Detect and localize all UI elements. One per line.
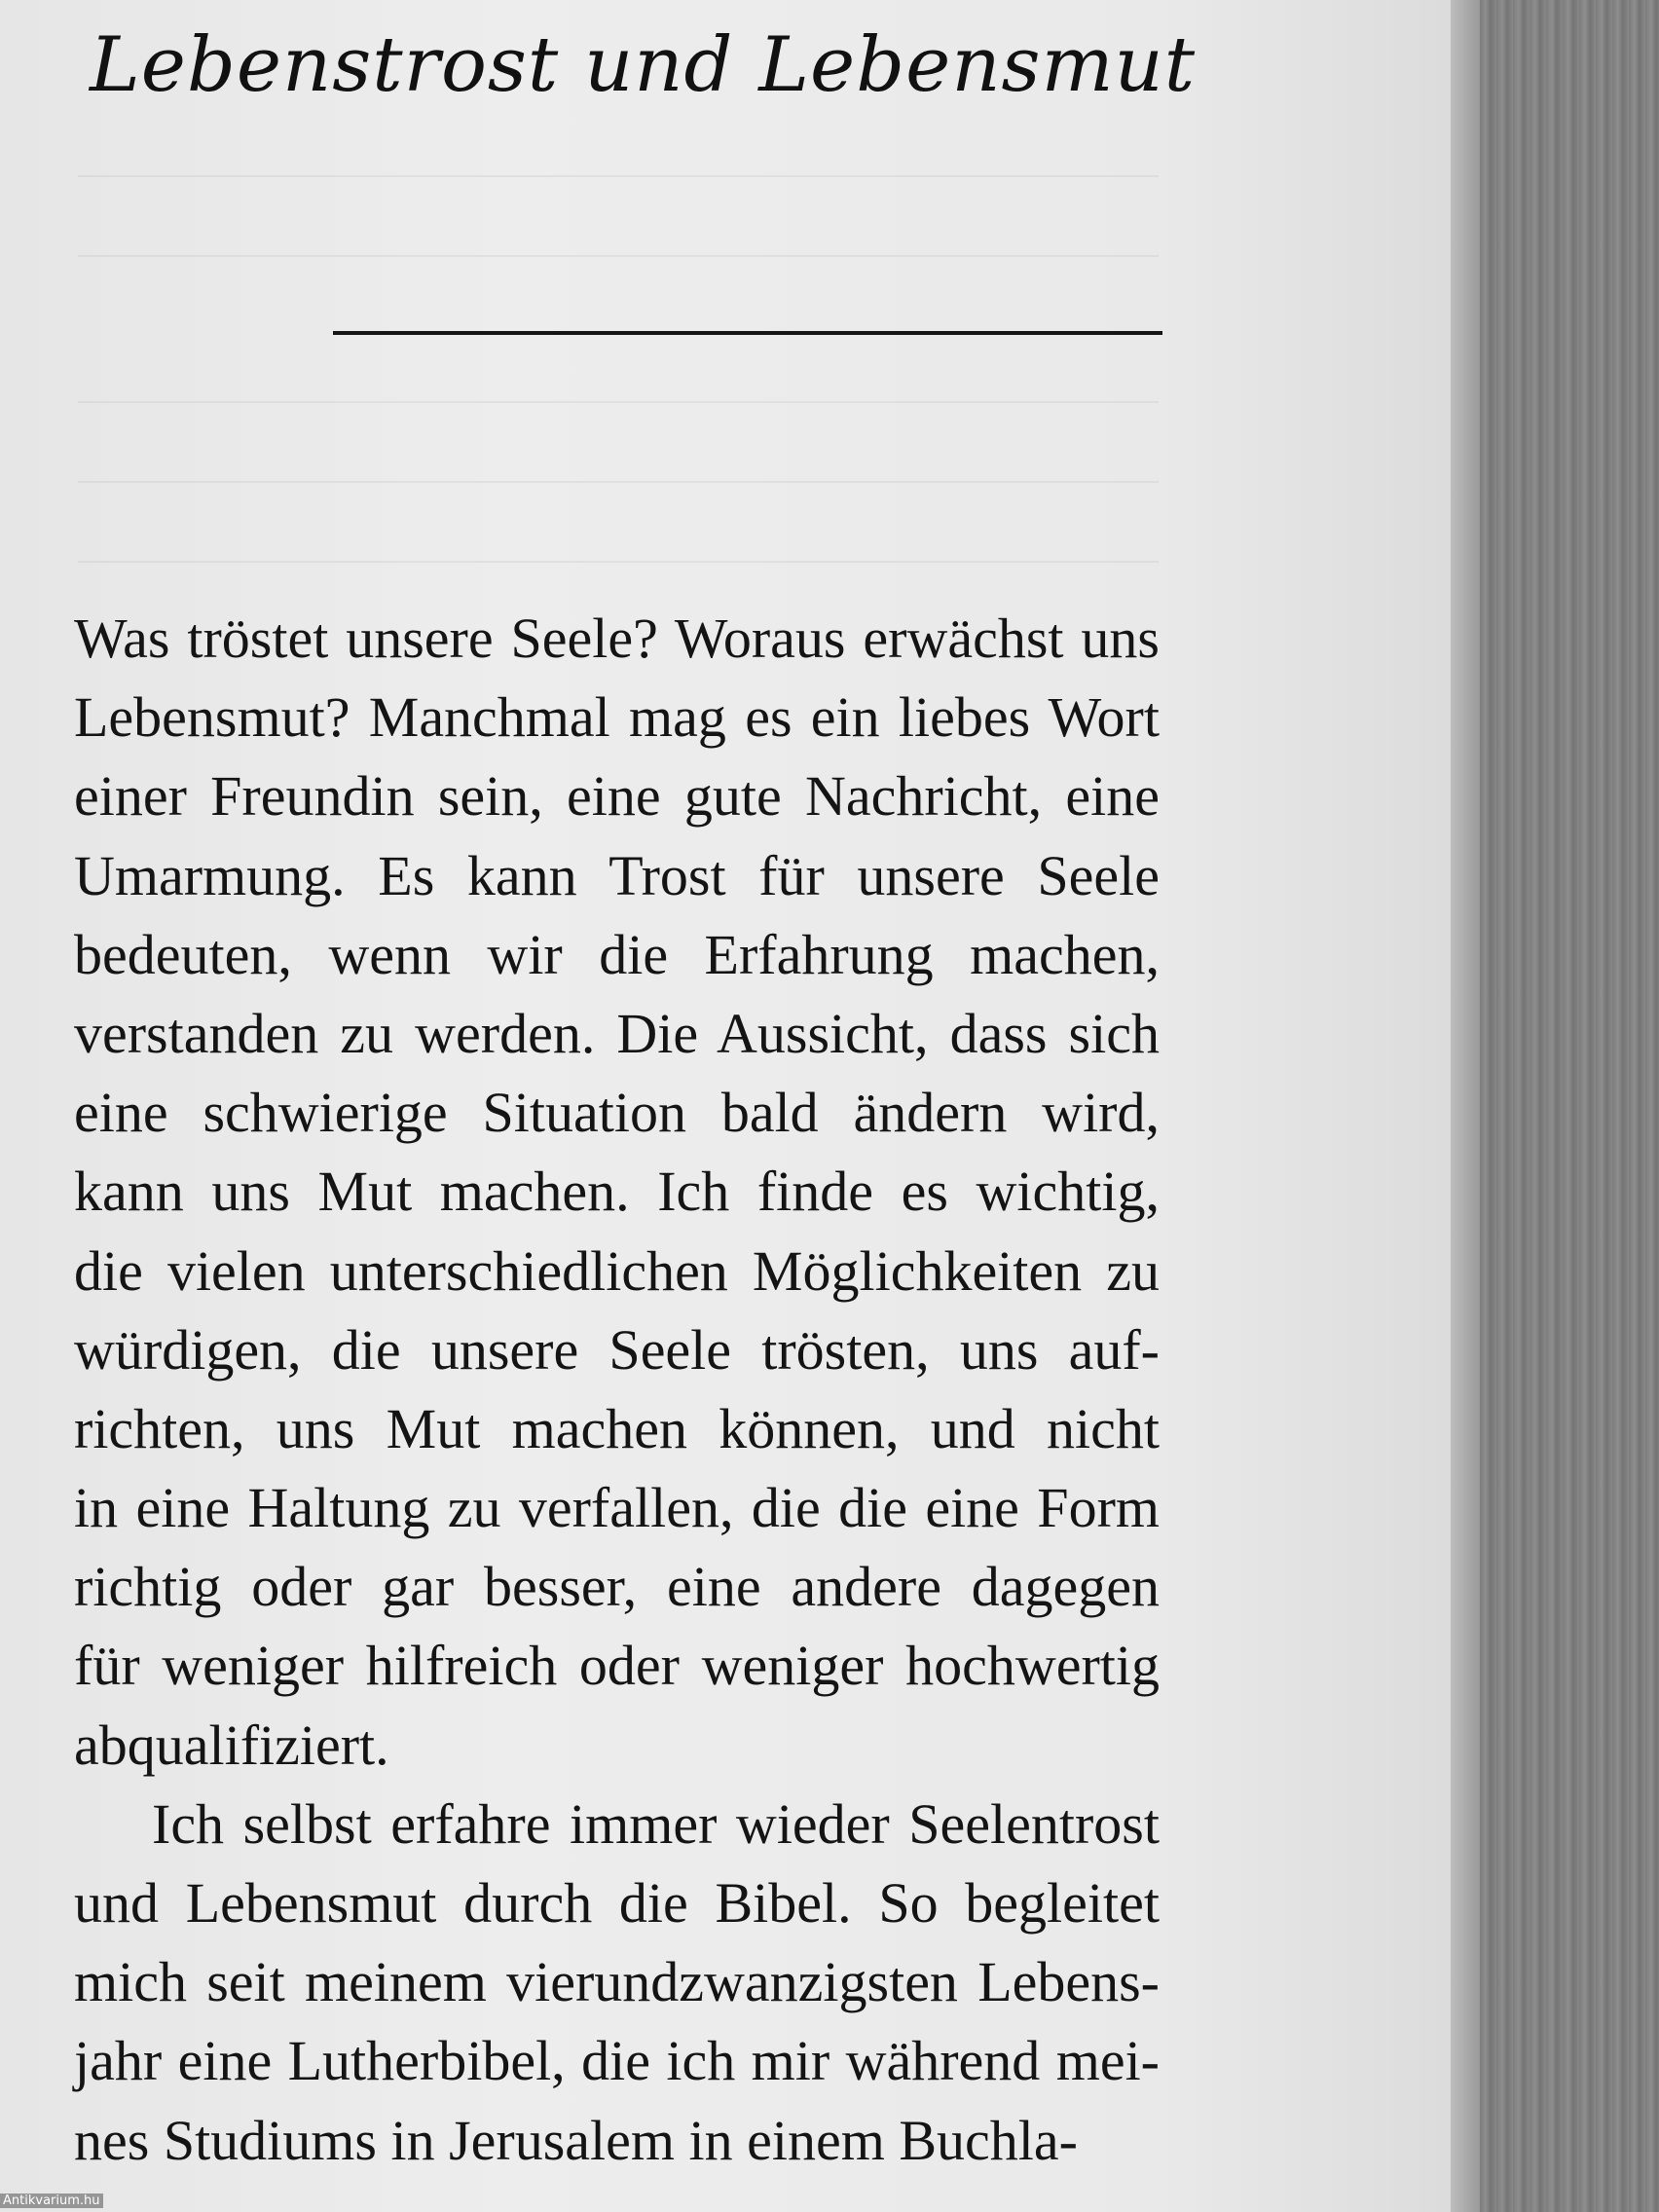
background-surface — [1480, 0, 1659, 2212]
text-line: kann uns Mut machen. Ich finde es wichtig, — [74, 1160, 1160, 1224]
text-line: einer Freundin sein, eine gute Nachricht, eine — [74, 764, 1160, 829]
watermark-text: Antikvarium.hu — [0, 2194, 103, 2208]
show-through-line — [78, 561, 1159, 563]
show-through-line — [78, 481, 1159, 483]
text-line: und Lebensmut durch die Bibel. So begleitet — [74, 1871, 1160, 1935]
show-through-line — [78, 255, 1159, 257]
text-line: richtig oder gar besser, eine andere dagegen — [74, 1555, 1160, 1619]
text-line: nes Studiums in Jerusalem in einem Buchla- — [74, 2108, 1078, 2172]
text-line: verstanden zu werden. Die Aussicht, dass sich — [74, 1001, 1160, 1065]
text-line: die vielen unterschiedlichen Möglichkeiten zu — [74, 1238, 1160, 1303]
text-line: richten, uns Mut machen können, und nicht — [74, 1396, 1160, 1460]
body-text — [74, 599, 1160, 2180]
text-line: eine schwierige Situation bald ändern wird, — [74, 1081, 1160, 1145]
text-line: abqualifiziert. — [74, 1713, 389, 1777]
text-line: jahr eine Lutherbibel, die ich mir während mei- — [74, 2029, 1160, 2093]
text-line: Ich selbst erfahre immer wieder Seelentrost — [152, 1791, 1160, 1856]
page-edge — [1451, 0, 1480, 2212]
text-line: bedeuten, wenn wir die Erfahrung machen, — [74, 922, 1160, 986]
page-title: Lebenstrost und Lebensmut — [90, 21, 1197, 109]
text-line: Umarmung. Es kann Trost für unsere Seele — [74, 843, 1160, 907]
text-line: Was tröstet unsere Seele? Woraus erwächst uns — [74, 607, 1160, 670]
title-underline-rule — [333, 331, 1162, 335]
show-through-line — [78, 401, 1159, 403]
text-line: Lebensmut? Manchmal mag es ein liebes Wort — [74, 685, 1160, 750]
text-line: für weniger hilfreich oder weniger hochwertig — [74, 1634, 1160, 1698]
text-line: in eine Haltung zu verfallen, die die eine Form — [74, 1476, 1160, 1540]
text-line: würdigen, die unsere Seele trösten, uns auf- — [74, 1317, 1160, 1382]
text-line: mich seit meinem vierundzwanzigsten Lebens- — [74, 1950, 1160, 2014]
show-through-line — [78, 175, 1159, 177]
